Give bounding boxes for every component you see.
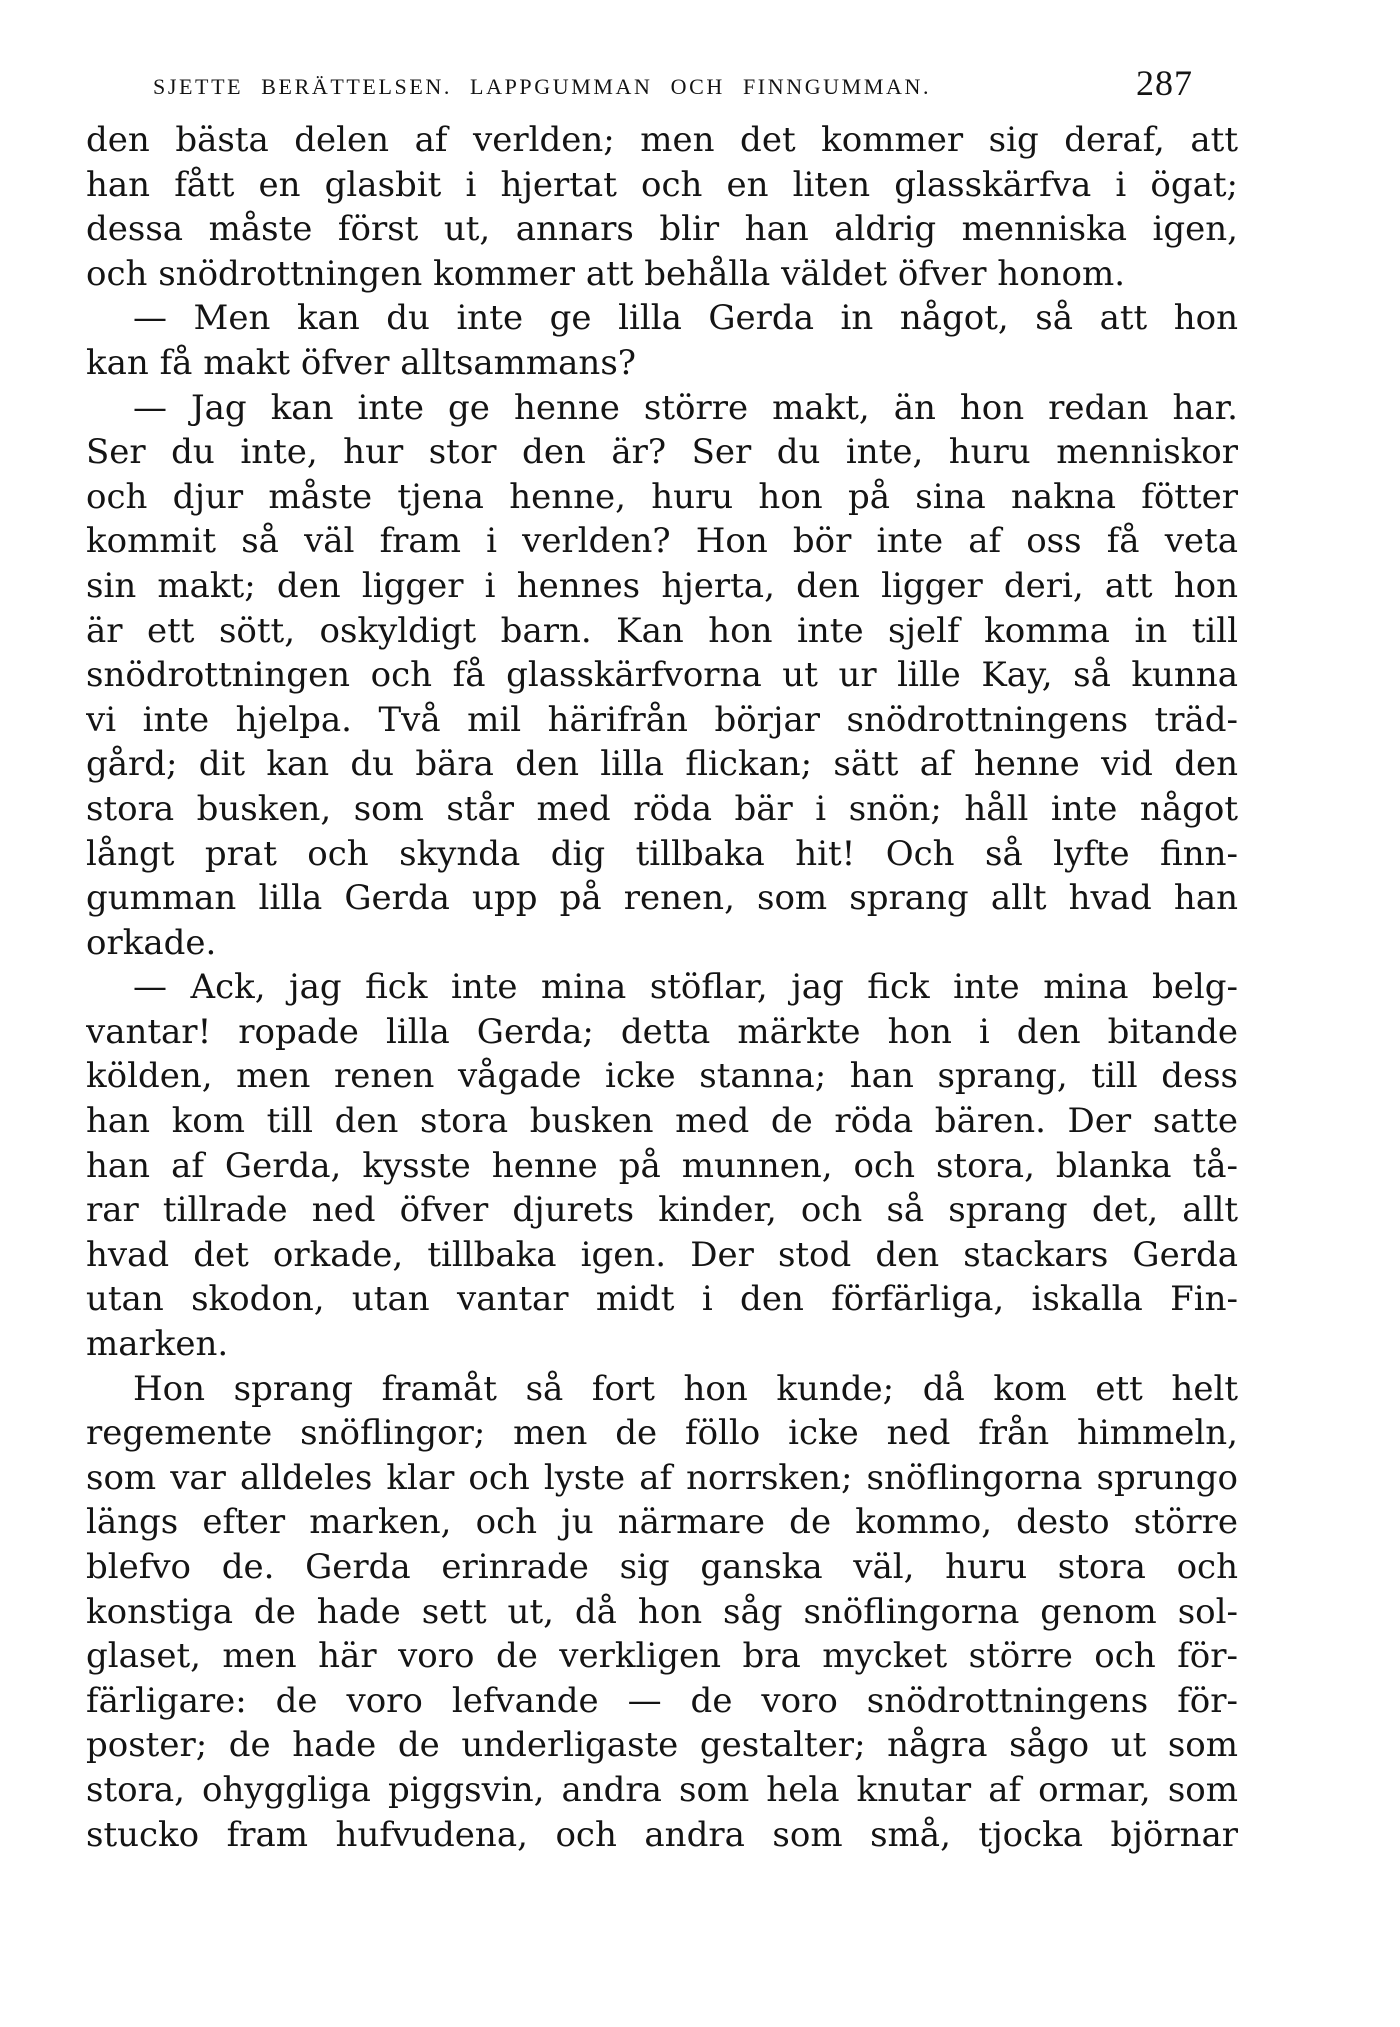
text-line: marken.: [86, 1324, 229, 1365]
text-line: den bästa delen af verlden; men det kommer sig deraf, att: [86, 120, 1238, 160]
text-line: — Men kan du inte ge lilla Gerda in något, så att hon: [133, 298, 1238, 339]
text-line: han fått en glasbit i hjertat och en liten glasskärfva i ögat;: [86, 164, 1238, 205]
text-line: kölden, men renen vågade icke stanna; han sprang, till dess: [86, 1056, 1238, 1097]
text-line: och snödrottningen kommer att behålla väldet öfver honom.: [86, 253, 1126, 294]
text-line: konstiga de hade sett ut, då hon såg snöflingorna genom sol-: [86, 1591, 1238, 1632]
text-line: utan skodon, utan vantar midt i den förfärliga, iskalla Fin-: [86, 1279, 1238, 1320]
text-line: gård; dit kan du bära den lilla flickan; sätt af henne vid den: [86, 744, 1238, 785]
text-line: — Jag kan inte ge henne större makt, än hon redan har.: [133, 387, 1238, 428]
page-number: 287: [1136, 63, 1193, 103]
text-line: han af Gerda, kysste henne på munnen, och stora, blanka tå-: [86, 1145, 1238, 1186]
text-line: poster; de hade de underligaste gestalter; några sågo ut som: [86, 1725, 1238, 1766]
text-line: långt prat och skynda dig tillbaka hit! Och så lyfte finn-: [86, 833, 1238, 874]
text-line: blefvo de. Gerda erinrade sig ganska väl, huru stora och: [86, 1547, 1238, 1587]
text-line: Hon sprang framåt så fort hon kunde; då kom ett helt: [133, 1368, 1238, 1409]
text-line: längs efter marken, och ju närmare de kommo, desto större: [86, 1502, 1238, 1543]
text-line: och djur måste tjena henne, huru hon på sina nakna fötter: [86, 476, 1238, 517]
text-line: kan få makt öfver alltsammans?: [86, 342, 636, 383]
text-line: sin makt; den ligger i hennes hjerta, den ligger deri, att hon: [86, 565, 1238, 606]
text-line: — Ack, jag fick inte mina stöflar, jag fick inte mina belg-: [133, 967, 1238, 1008]
text-line: som var alldeles klar och lyste af norrsken; snöflingorna sprungo: [86, 1457, 1238, 1498]
running-head: [153, 62, 1193, 106]
text-line: hvad det orkade, tillbaka igen. Der stod den stackars Gerda: [86, 1234, 1238, 1275]
text-line: orkade.: [86, 922, 217, 963]
body-text: [86, 118, 1238, 1857]
text-line: kommit så väl fram i verlden? Hon bör inte af oss få veta: [86, 521, 1238, 562]
text-line: snödrottningen och få glasskärfvorna ut ur lille Kay, så kunna: [86, 655, 1238, 696]
text-line: stucko fram hufvudena, och andra som små, tjocka björnar: [86, 1814, 1238, 1855]
text-line: vantar! ropade lilla Gerda; detta märkte hon i den bitande: [86, 1011, 1238, 1052]
text-line: stora busken, som står med röda bär i snön; håll inte något: [86, 788, 1238, 829]
text-line: dessa måste först ut, annars blir han aldrig menniska igen,: [86, 209, 1238, 250]
running-title: SJETTE BERÄTTELSEN. LAPPGUMMAN OCH FINNGUMMAN.: [153, 74, 932, 99]
text-line: han kom till den stora busken med de röda bären. Der satte: [86, 1101, 1238, 1142]
text-line: färligare: de voro lefvande — de voro snödrottningens för-: [86, 1680, 1238, 1721]
text-line: glaset, men här voro de verkligen bra mycket större och för-: [86, 1636, 1238, 1677]
text-line: Ser du inte, hur stor den är? Ser du inte, huru menniskor: [86, 432, 1238, 473]
text-line: vi inte hjelpa. Två mil härifrån börjar snödrottningens träd-: [86, 699, 1238, 740]
text-line: rar tillrade ned öfver djurets kinder, och så sprang det, allt: [86, 1190, 1238, 1231]
text-line: är ett sött, oskyldigt barn. Kan hon inte sjelf komma in till: [86, 610, 1238, 651]
text-line: regemente snöflingor; men de föllo icke ned från himmeln,: [86, 1413, 1238, 1454]
text-line: stora, ohyggliga piggsvin, andra som hela knutar af ormar, som: [86, 1769, 1238, 1810]
text-line: gumman lilla Gerda upp på renen, som sprang allt hvad han: [86, 878, 1238, 919]
